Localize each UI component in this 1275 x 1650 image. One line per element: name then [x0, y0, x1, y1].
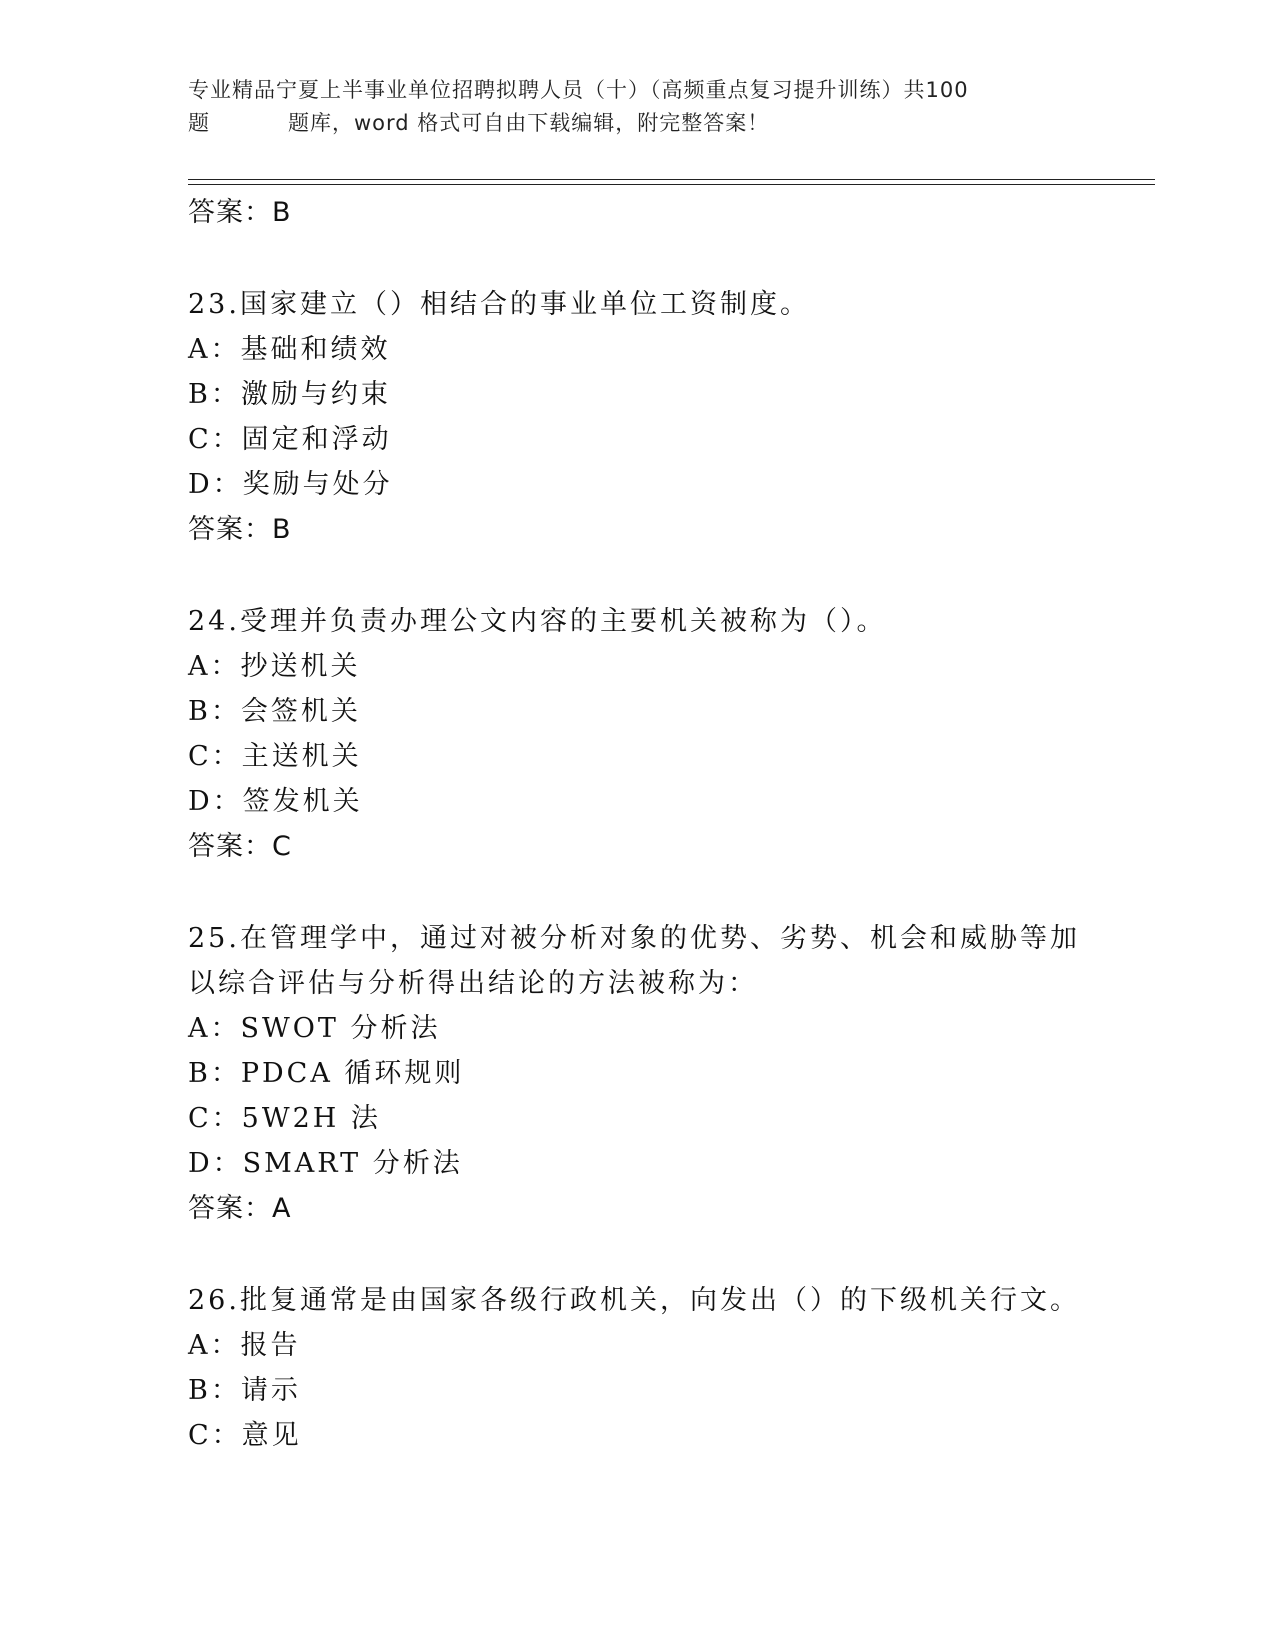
page-header	[188, 74, 1088, 140]
option-item: B：请示	[188, 1375, 301, 1406]
block-spacer	[188, 235, 1088, 282]
option-item: B：PDCA 循环规则	[188, 1058, 465, 1089]
option-item: A：SWOT 分析法	[188, 1013, 441, 1044]
option-item: C：固定和浮动	[188, 424, 392, 455]
block-spacer	[188, 1231, 1088, 1278]
header-title-line2-prefix: 题	[188, 111, 210, 135]
answer-line: 答案：A	[188, 1193, 292, 1224]
option-item: D：签发机关	[188, 786, 363, 817]
option-item: C：主送机关	[188, 741, 362, 772]
option-item: B：会签机关	[188, 696, 361, 727]
option-item: D：SMART 分析法	[188, 1148, 463, 1179]
answer-line: 答案：C	[188, 831, 292, 862]
option-item: B：激励与约束	[188, 379, 391, 410]
header-divider-top	[188, 179, 1155, 180]
header-title-line2-text: 题库，word 格式可自由下载编辑，附完整答案！	[288, 111, 770, 135]
option-item: A：报告	[188, 1330, 301, 1361]
answer-line: 答案：B	[188, 514, 292, 545]
header-title-line2	[188, 107, 1088, 140]
answer-line: 答案：B	[188, 197, 292, 228]
block-spacer	[188, 552, 1088, 599]
option-item: C：5W2H 法	[188, 1103, 381, 1134]
option-item: A：抄送机关	[188, 651, 361, 682]
block-spacer	[188, 869, 1088, 916]
question-text: 26.批复通常是由国家各级行政机关，向发出（）的下级机关行文。	[188, 1285, 1080, 1316]
question-text: 25.在管理学中，通过对被分析对象的优势、劣势、机会和威胁等加以综合评估与分析得出结论的方法被称为：	[188, 923, 1080, 999]
question-text: 23.国家建立（）相结合的事业单位工资制度。	[188, 289, 810, 320]
option-item: A：基础和绩效	[188, 334, 391, 365]
header-title-line1: 专业精品宁夏上半事业单位招聘拟聘人员（十）（高频重点复习提升训练）共100	[188, 78, 969, 102]
option-item: C：意见	[188, 1420, 302, 1451]
question-list	[188, 190, 1088, 1458]
question-text: 24.受理并负责办理公文内容的主要机关被称为（）。	[188, 606, 887, 637]
header-divider-bottom	[188, 184, 1155, 185]
option-item: D：奖励与处分	[188, 469, 393, 500]
